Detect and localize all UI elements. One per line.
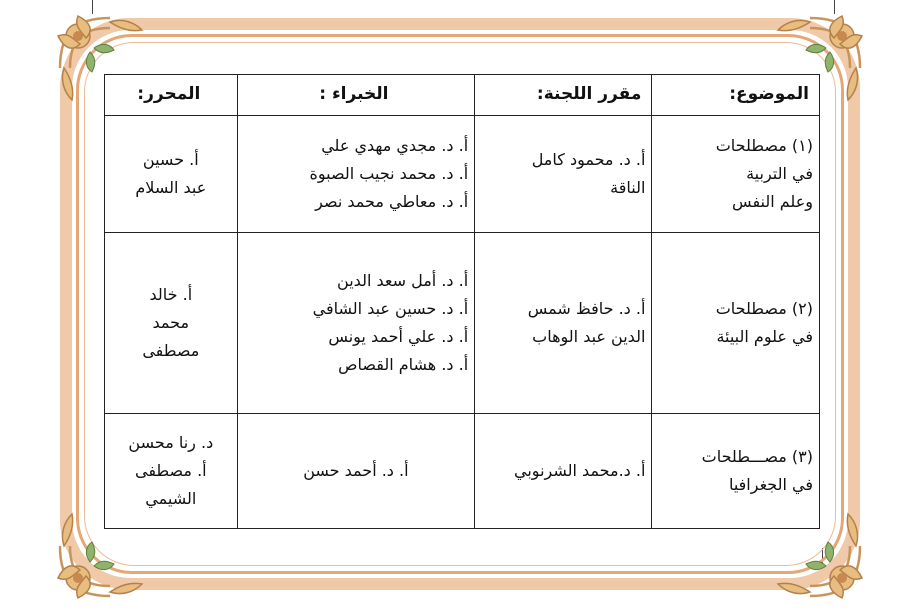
- table-row: [105, 116, 820, 233]
- cell-topic: [652, 414, 820, 529]
- expert-name: أ. د. علي أحمد يونس: [328, 327, 469, 346]
- topic-line: (٣) مصـــطلحات: [701, 447, 813, 466]
- topic-line: في علوم البيئة: [716, 327, 813, 346]
- cell-topic: [652, 116, 820, 233]
- cell-editor: [105, 414, 238, 529]
- editor-line: د. رنا محسن: [128, 433, 214, 452]
- editor-line: أ. خالد: [149, 285, 193, 304]
- cell-experts: [237, 116, 475, 233]
- table-row: [105, 414, 820, 529]
- rapporteur-line: أ. د. حافظ شمس: [527, 299, 646, 318]
- cell-experts: [237, 414, 475, 529]
- rapporteur-line: الناقة: [610, 178, 646, 197]
- topic-line: في الجغرافيا: [728, 475, 813, 494]
- table-row: [105, 233, 820, 414]
- editor-line: أ. مصطفى: [135, 461, 207, 480]
- editor-line: الشيمي: [145, 489, 197, 508]
- editor-line: محمد: [152, 313, 190, 332]
- editor-line: مصطفى: [142, 341, 200, 360]
- cell-editor: [105, 233, 238, 414]
- expert-name: أ. د. معاطي محمد نصر: [315, 192, 469, 211]
- header-experts: الخبراء :: [237, 75, 475, 116]
- cell-topic: [652, 233, 820, 414]
- header-editor: المحرر:: [105, 75, 238, 116]
- cell-experts: [237, 233, 475, 414]
- cell-rapporteur: [475, 233, 652, 414]
- expert-name: أ. د. هشام القصاص: [338, 355, 469, 374]
- cell-editor: [105, 116, 238, 233]
- table-header-row: [105, 75, 820, 116]
- expert-name: أ. د. مجدي مهدي علي: [321, 136, 469, 155]
- rapporteur-line: أ. د.محمد الشرنوبي: [514, 461, 646, 480]
- topic-line: في التربية: [746, 164, 813, 183]
- editor-line: عبد السلام: [135, 178, 207, 197]
- header-rapporteur: مقرر اللجنة:: [475, 75, 652, 116]
- committees-table: [104, 74, 820, 529]
- topic-line: (٢) مصطلحات: [715, 299, 813, 318]
- header-topic: الموضوع:: [652, 75, 820, 116]
- expert-name: أ. د. محمد نجيب الصبوة: [309, 164, 469, 183]
- expert-name: أ. د. حسين عبد الشافي: [312, 299, 469, 318]
- cell-rapporteur: [475, 414, 652, 529]
- topic-line: (١) مصطلحات: [715, 136, 813, 155]
- cell-rapporteur: [475, 116, 652, 233]
- editor-line: أ. حسين: [142, 150, 199, 169]
- rapporteur-line: الدين عبد الوهاب: [532, 327, 646, 346]
- topic-line: وعلم النفس: [732, 192, 813, 211]
- expert-name: أ. د. أحمد حسن: [303, 461, 409, 480]
- expert-name: أ. د. أمل سعد الدين: [337, 271, 469, 290]
- rapporteur-line: أ. د. محمود كامل: [531, 150, 646, 169]
